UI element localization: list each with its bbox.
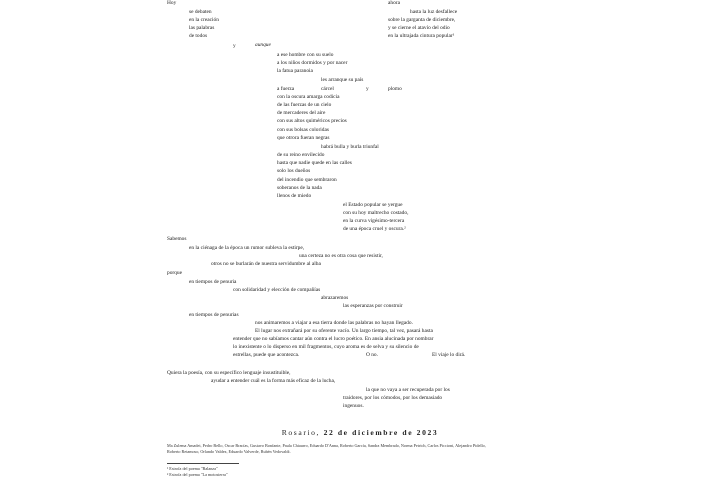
- poem-line: que otrora fueran negras: [277, 135, 330, 141]
- poem-line: la fatua paranoia: [277, 68, 313, 74]
- signature-date: 22 de diciembre de 2023: [323, 428, 439, 437]
- poem-line: y se cierne el atavío del odio: [388, 25, 450, 31]
- poem-line: con sus altos quiméricos precios: [277, 118, 347, 124]
- poem-line: plomo: [388, 86, 402, 92]
- poem-line: hasta la luz desfallece: [410, 9, 458, 15]
- poem-line: lo inexistente o lo disperso en mil fragmentos, cuyo aroma es de selva y su silencio de: [233, 344, 419, 350]
- poem-line: El lugar nos extrañará por su oferente vacío. Un largo tiempo, tal vez, pasará hasta: [255, 328, 433, 334]
- poem-line: en tiempos de penurias: [189, 312, 239, 318]
- poem-line: en la curva vigésimo-tercera: [343, 218, 405, 224]
- poem-line: llenos de miedo: [277, 193, 312, 199]
- poem-line: de mercaderes del aire: [277, 110, 326, 116]
- poem-line: una certeza no es otra cosa que resistir,: [299, 253, 383, 259]
- poem-line: de su reino envilecido: [277, 152, 325, 158]
- poem-line: otros no se burlarán de nuestra servidumbre al alba: [211, 261, 321, 267]
- poem-line: la que no vaya a ser recuperada por los: [366, 387, 450, 393]
- poem-line: sobre la garganta de diciembre,: [388, 17, 456, 23]
- poem-line: de una época cruel y oscura.²: [343, 226, 406, 232]
- poem-line: y: [233, 43, 236, 49]
- poem-line: del incendio que sembraron: [277, 177, 337, 183]
- poem-line: de todos: [189, 33, 208, 39]
- poem-line: y: [366, 86, 369, 92]
- poem-line: a ese hombre con su suelo: [277, 52, 334, 58]
- poem-line: O no.: [366, 352, 378, 358]
- poem-line: a los niños dormidos y por nacer: [277, 60, 348, 66]
- poem-line: ayudar a entender cuál es la forma más eficaz de la lucha,: [211, 378, 336, 384]
- signature-place: Rosario,: [281, 428, 321, 437]
- poem-line: con la oscura amarga codicia: [277, 94, 340, 100]
- poem-line: las palabras: [189, 25, 215, 31]
- poem-line: ingenuos.: [343, 403, 364, 409]
- poem-line: soberanos de la nada: [277, 185, 322, 191]
- poem-line: las esperanzas por construir: [343, 303, 403, 309]
- poem-line: a fuerza: [277, 86, 295, 92]
- footnote-divider: [167, 463, 239, 464]
- poem-line: cárcel: [321, 86, 334, 92]
- poem-line: en la ultrajada cintura popular¹: [388, 33, 455, 39]
- poem-line: nos animaremos a viajar a esa tierra donde las palabras no hayan llegado.: [255, 320, 413, 326]
- poem-line: solo los dueños: [277, 168, 311, 174]
- signatories-list: Ma Zulema Amadei, Pedro Bello, Oscar Bracías, Gustavo Bonfante, Paula Chiaurro, Eduardo D'Anna, Roberto García, Sandra Membrado, Norma Petrich, Carlos Piccioni, Alejandro Pidello, Roberto Retamoso, Orlando Valdez, Eduardo Valverde, Rubén Vedovaldi.: [167, 443, 486, 454]
- poem-line: entender que no sabíamos cantar aún contra el lucro poético. En ansia alucinada por nombrar: [233, 336, 434, 342]
- poem-line: aunque: [255, 42, 271, 48]
- poem-line: Sabemos: [167, 236, 187, 242]
- poem-line: abrazaremos: [321, 295, 349, 301]
- poem-line: les arranque su país: [321, 77, 364, 83]
- poem-line: con solidaridad y elección de compañías: [233, 287, 321, 293]
- poem-line: Hoy: [167, 0, 177, 6]
- poem-line: El viaje lo dirá.: [432, 352, 466, 358]
- poem-line: en la ciénaga de la época un rumor subleva la estirpe,: [189, 245, 305, 251]
- poem-line: porque: [167, 270, 182, 276]
- poem-line: habrá bulla y burla triunfal: [321, 144, 379, 150]
- poem-line: con sus bolsas coloridas: [277, 127, 329, 133]
- poem-line: con su hoy maltrecho costado,: [343, 210, 409, 216]
- poem-line: en tiempos de penuria: [189, 279, 237, 285]
- poem-line: Quiera la poesía, con su específico lenguaje insustituible,: [167, 370, 291, 376]
- poem-line: traidores, por los cómodos, por los demasiado: [343, 395, 443, 401]
- poem-line: el Estado popular se yergue: [343, 202, 403, 208]
- signature-line: [0, 428, 720, 437]
- footnote: ² Estrofa del poema "La motosierra": [167, 472, 228, 477]
- poem-line: hasta que nadie quede en las calles: [277, 160, 352, 166]
- footnote: ¹ Estrofa del poema "Balanza": [167, 466, 218, 471]
- poem-line: en la creación: [189, 17, 219, 23]
- poem-line: de las fuerzas de un cielo: [277, 102, 332, 108]
- poem-line: estrellas, puede que acontezca.: [233, 352, 300, 358]
- poem-line: ahora: [388, 0, 400, 6]
- poem-line: se debaten: [189, 9, 212, 15]
